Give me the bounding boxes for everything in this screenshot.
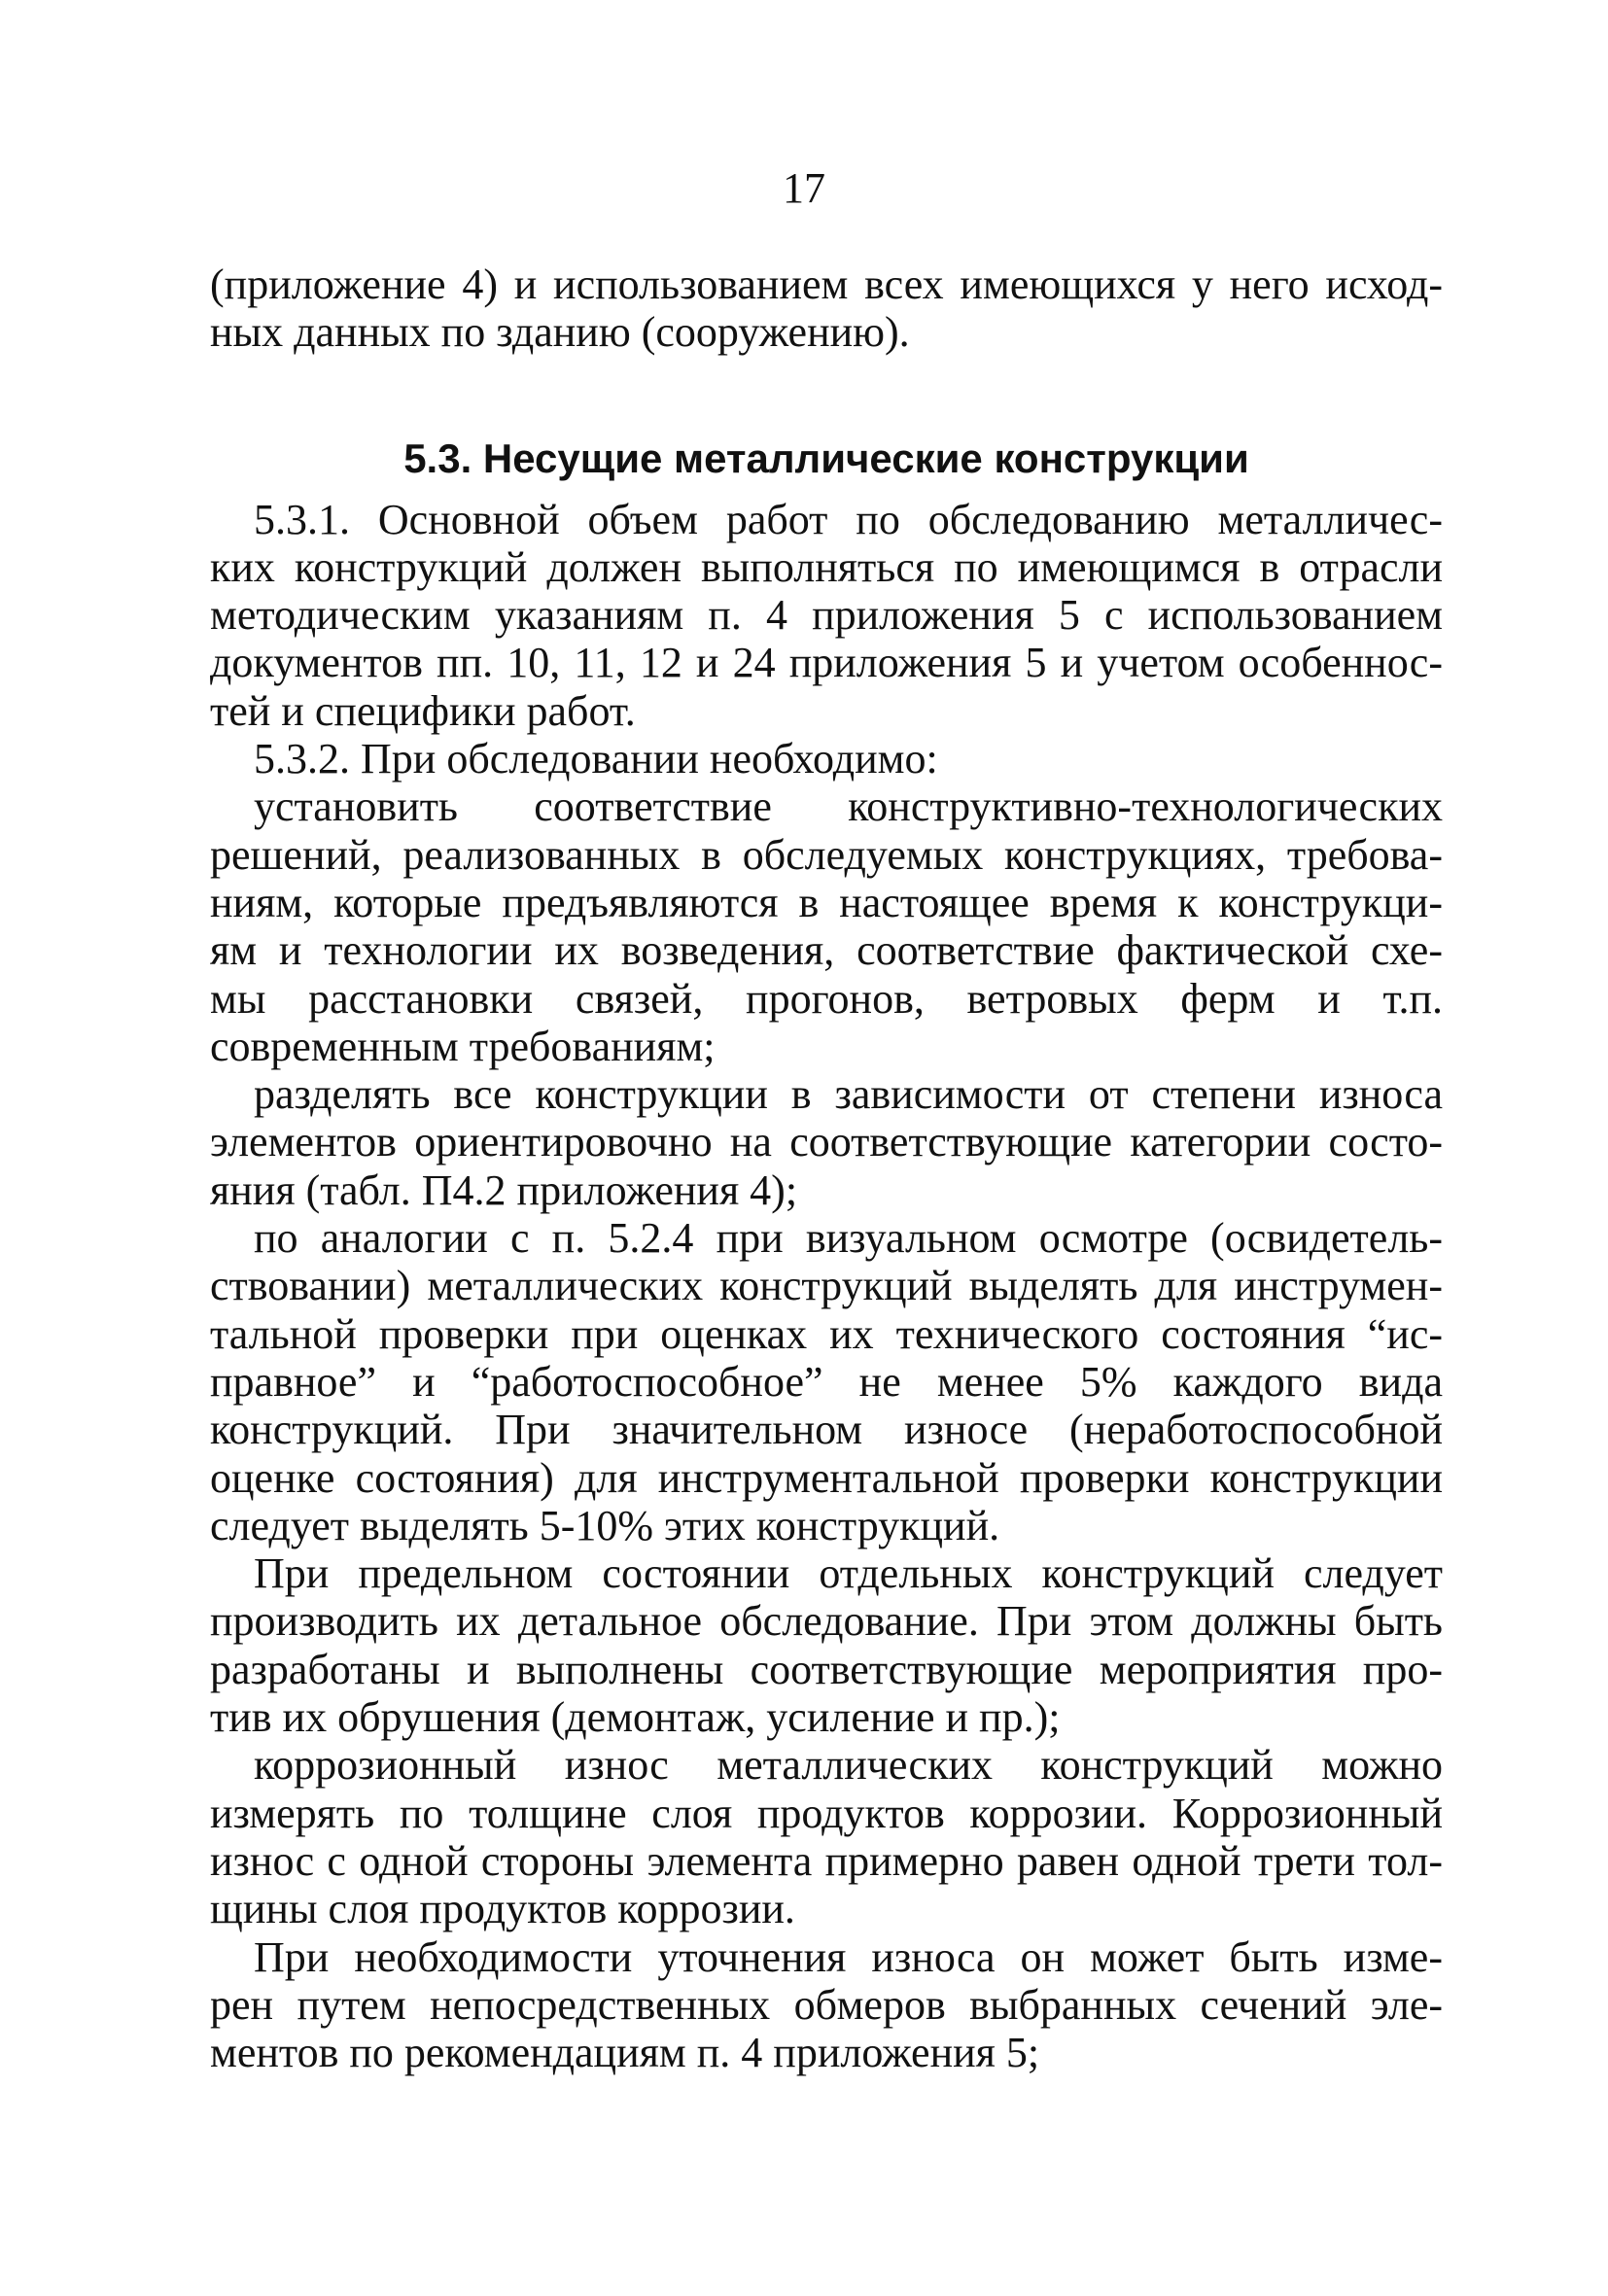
text-line: производить их детальное обследование. При этом должны быть <box>210 1597 1443 1646</box>
text-line: установить соответствие конструктивно-технологических <box>254 783 1443 831</box>
text-line: ких конструкций должен выполняться по имеющимся в отрасли <box>210 542 1443 591</box>
text-line: яния (табл. П4.2 приложения 4); <box>210 1165 798 1214</box>
text-line: 5.3.2. При обследовании необходимо: <box>254 735 938 783</box>
intro-paragraph <box>210 261 1443 357</box>
text-line: мы расстановки связей, прогонов, ветровых ферм и т.п. <box>210 974 1443 1023</box>
text-line: ных данных по зданию (сооружению). <box>210 308 910 357</box>
page-number: 17 <box>783 164 825 212</box>
text-line: правное” и “работоспособное” не менее 5% каждого вида <box>210 1357 1443 1406</box>
text-line: современным требованиям; <box>210 1022 716 1070</box>
text-line: (приложение 4) и использованием всех имеющихся у него исход- <box>210 261 1443 308</box>
text-line: следует выделять 5-10% этих конструкций. <box>210 1501 1000 1549</box>
text-line: тальной проверки при оценках их технического состояния “ис- <box>210 1309 1443 1358</box>
list-item-inspection <box>210 1214 1443 1549</box>
text-line: рен путем непосредственных обмеров выбранных сечений эле- <box>210 1980 1443 2029</box>
list-item-conformity <box>210 783 1443 1070</box>
list-item-categories <box>210 1070 1443 1214</box>
list-item-corrosion <box>210 1741 1443 1932</box>
text-line: При предельном состоянии отдельных конструкций следует <box>254 1549 1443 1598</box>
text-line: измерять по толщине слоя продуктов коррозии. Коррозионный <box>210 1789 1443 1837</box>
text-line: конструкций. При значительном износе (неработоспособной <box>210 1406 1443 1454</box>
body-text <box>210 261 1443 2076</box>
section-heading: 5.3. Несущие металлические конструкции <box>403 435 1249 481</box>
text-line: ниям, которые предъявляются в настоящее время к конструкци- <box>210 878 1443 926</box>
text-line: тив их обрушения (демонтаж, усиление и пр.); <box>210 1693 1061 1742</box>
text-line: документов пп. 10, 11, 12 и 24 приложения 5 и учетом особеннос- <box>210 639 1443 687</box>
paragraph-5-3-1 <box>210 496 1443 735</box>
text-line: износ с одной стороны элемента примерно равен одной трети тол- <box>210 1836 1443 1885</box>
text-line: решений, реализованных в обследуемых конструкциях, требова- <box>210 830 1443 879</box>
paragraph-5-3-2 <box>210 735 1443 783</box>
text-line: разработаны и выполнены соответствующие мероприятия про- <box>210 1645 1443 1693</box>
text-line: ментов по рекомендациям п. 4 приложения 5; <box>210 2029 1040 2077</box>
text-line: оценке состояния) для инструментальной проверки конструкции <box>210 1453 1443 1502</box>
text-line: по аналогии с п. 5.2.4 при визуальном осмотре (освидетель- <box>254 1214 1443 1263</box>
text-line: разделять все конструкции в зависимости от степени износа <box>254 1070 1443 1119</box>
text-line: элементов ориентировочно на соответствующие категории состо- <box>210 1118 1443 1166</box>
text-line: ствовании) металлических конструкций выделять для инструмен- <box>210 1262 1443 1310</box>
text-line: При необходимости уточнения износа он может быть изме- <box>254 1932 1443 1981</box>
paragraph-limit-state <box>210 1549 1443 1741</box>
text-line: методическим указаниям п. 4 приложения 5 с использованием <box>210 591 1443 640</box>
paragraph-wear-measurement <box>210 1933 1443 2077</box>
text-line: щины слоя продуктов коррозии. <box>210 1885 795 1933</box>
text-line: тей и специфики работ. <box>210 686 636 735</box>
text-line: ям и технологии их возведения, соответствие фактической схе- <box>210 926 1443 975</box>
text-line: коррозионный износ металлических конструкций можно <box>254 1741 1443 1790</box>
text-line: 5.3.1. Основной объем работ по обследованию металличес- <box>254 495 1443 543</box>
